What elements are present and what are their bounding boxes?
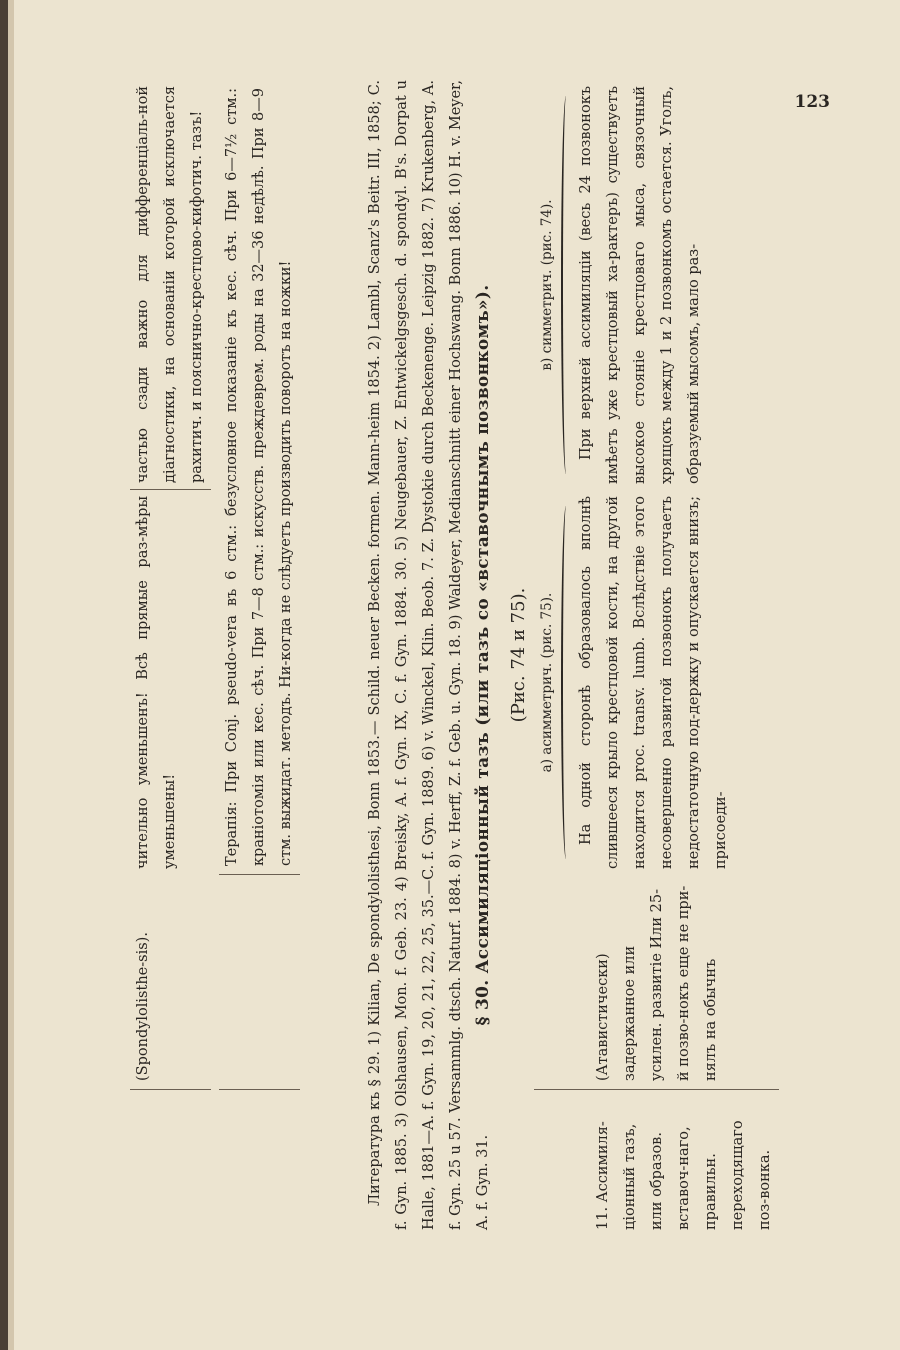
top-table-row	[130, 80, 211, 1230]
therapy-empty-1	[219, 1090, 300, 1230]
variant-a-brace	[561, 506, 571, 859]
literature-text: Литература къ § 29. 1) Kilian, De spondylolisthesi, Bonn 1853.— Schild. neuer Becken. formen. Mann-heim 1854. 2) Lambl, Scanz's Beitr. III, 1858; C. f. Gyn. 1885. 3) Olshausen, Mon. f. Geb. 23. 4) Breisky, A. f. Gyn. IX, C. f. Gyn. 1884. 30. 5) Neugebauer, Z. Entwickelgsgesch. d. spondyl. B's. Dorpat u Halle, 1881—A. f. Gyn. 19, 20, 21, 22, 25, 35.—C. f. Gyn. 1889. 6) v. Winckel, Klin. Beob. 7. Z. Dystokie durch Beckenenge. Leipzig 1882. 7) Krukenberg, A. f. Gyn. 25 u 57. Versammlg. dtsch. Naturf. 1884. 8) v. Herff, Z. f. Geb. u. Gyn. 18. 9) Waldeyer, Medianschnitt einer Hochswang. Bonn 1886. 10) H. v. Meyer, A. f. Gyn. 31.	[367, 80, 491, 1230]
bottom-table-col2	[534, 875, 779, 1090]
variant-b-heading: в) симметрич. (рис. 74).	[539, 199, 555, 371]
section-figures-ref: (Рис. 74 и 75).	[508, 587, 529, 723]
therapy-row	[219, 80, 300, 1230]
top-table-col3-part1: чительно уменьшенъ! Всѣ прямые раз-мѣры уменьшены!	[135, 496, 178, 869]
rotated-text-body	[130, 80, 820, 1230]
therapy-text: Терапія: При Conj. pseudo-vera въ 6 стм.: безусловное показаніе къ кес. сѣч. При 6—7½ стм.: краніотомія или кес. сѣч. При 7—8 стм.: искусств. преждеврем. роды на 32—36 недѣлѣ. При 8—9 стм. выжидат. методъ. Ни-когда не слѣдуетъ производить поворотъ на ножки!	[219, 80, 300, 875]
top-table-col2: (Spondylolisthe-sis).	[130, 875, 211, 1090]
top-table	[130, 80, 300, 1230]
variant-b-brace	[561, 96, 571, 474]
variant-b	[534, 80, 779, 490]
bottom-col1-text: 11. Ассимиля-ціонный тазъ, или образов. вставоч-наго, правильн. переходящаго поз-вонка.	[595, 1120, 773, 1230]
page-number: 123	[794, 92, 830, 112]
bottom-table-col1	[534, 1090, 779, 1230]
variant-a-heading: а) асимметрич. (рис. 75).	[539, 592, 555, 773]
page-edge-shadow	[0, 0, 8, 1350]
section-heading: § 30. Ассимиляціонный тазъ (или тазъ со «вставочнымъ позвонкомъ»).	[473, 284, 493, 1026]
top-table-col1	[130, 1090, 211, 1230]
variant-a	[534, 490, 779, 875]
top-table-col3-part2: частью сзади важно для дифференціаль-ной діагностики, на основаніи которой исключается рахитич. и поясничнo-крестцово-кифотич. тазъ!	[130, 80, 211, 490]
section-30	[454, 80, 779, 1230]
variant-b-text: При верхней ассимиляціи (весь 24 позвонокъ имѣетъ уже крестцовый ха-рактеръ) существуетъ высокое стояніе крестцоваго мыса, связочный хрящокъ между 1 и 2 позвонкомъ остается. Уголъ, образуемый мысомъ, мало раз-	[578, 86, 702, 484]
therapy-empty-2	[219, 875, 300, 1090]
bottom-col2-text: (Атавистически) задержанное или усилен. развитіе Или 25-й позво-нокъ еще не при-нялъ на обычнъ	[595, 885, 719, 1081]
bottom-table-row	[534, 80, 779, 1230]
page-edge-strip	[8, 0, 14, 1350]
variant-a-text: На одной сторонѣ образовалось вполнѣ слившееся крыло крестцовой кости, на другой находится proc. transv. lumb. Вслѣдствіе этого несовершенно развитой позвонокъ получаетъ недостаточную под-держку и опускается внизъ; присоеди-	[578, 496, 729, 869]
